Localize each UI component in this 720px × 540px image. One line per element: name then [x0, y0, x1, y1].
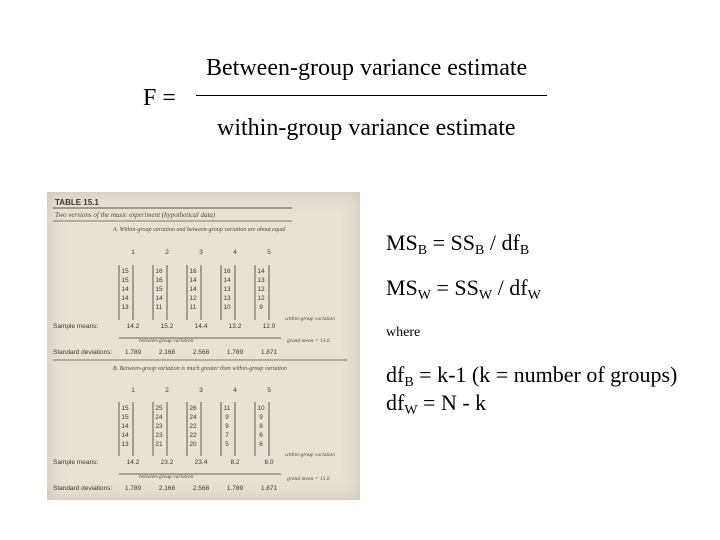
cell-a-2-4: 12: [257, 286, 265, 293]
cell-b-4-0: 13: [121, 441, 129, 448]
within-label-a: within-group variation: [285, 316, 336, 322]
msw-sub: W: [417, 288, 432, 303]
cell-b-0-3: 11: [223, 405, 231, 412]
cell-a-0-4: 14: [257, 268, 265, 275]
mean-b-2: 23.2: [160, 459, 174, 466]
dfb-sub: B: [404, 375, 414, 390]
sd-a-5: 1.871: [260, 349, 278, 356]
table-caption: TABLE 15.1: [55, 198, 99, 207]
cell-b-3-1: 23: [155, 432, 163, 439]
cell-b-3-4: 6: [259, 432, 263, 439]
cell-a-1-4: 13: [257, 277, 265, 284]
msb-df-sub: B: [519, 243, 530, 258]
grand-mean-a: grand mean = 13.6: [287, 338, 330, 344]
msw-equation: [386, 275, 541, 304]
dfw-rest: = N - k: [417, 390, 487, 415]
dfb-equation: [386, 362, 677, 391]
column-headers-a: [131, 249, 271, 256]
msb-sub: B: [417, 243, 428, 258]
cell-a-2-2: 14: [189, 286, 197, 293]
col-header-b-3: 3: [199, 387, 203, 394]
cell-b-4-4: 6: [259, 441, 263, 448]
cell-b-2-2: 22: [189, 423, 197, 430]
where-label: where: [386, 325, 421, 340]
mean-b-1: 14.2: [126, 459, 140, 466]
sd-b-3: 2.568: [192, 485, 210, 492]
msw-eq: = SS: [431, 275, 479, 300]
mean-a-3: 14.4: [194, 323, 208, 330]
values-a: [121, 268, 265, 311]
msb-equation: [386, 230, 529, 259]
sample-means-label-b: Sample means:: [53, 459, 99, 466]
cell-a-1-0: 15: [121, 277, 129, 284]
col-header-a-3: 3: [199, 249, 203, 256]
col-header-b-5: 5: [267, 387, 271, 394]
between-label-a: between-group variation: [139, 338, 194, 344]
msb-div: / df: [484, 230, 520, 255]
sd-b-2: 2.168: [158, 485, 176, 492]
cell-a-4-4: 9: [259, 304, 263, 311]
mean-b-3: 23.4: [194, 459, 208, 466]
sample-means-a: [127, 323, 276, 330]
cell-a-3-2: 12: [189, 295, 197, 302]
mean-a-4: 13.2: [228, 323, 242, 330]
mean-b-5: 8.0: [264, 459, 274, 466]
cell-b-2-1: 23: [155, 423, 163, 430]
within-label-b: within-group variation: [285, 452, 336, 458]
table-scan-image: [47, 192, 360, 500]
sample-means-b: [127, 459, 274, 466]
cell-a-0-3: 16: [223, 268, 231, 275]
section-b-title: B. Between-group variation is much greater than within-group variation: [113, 366, 287, 372]
sd-a-3: 2.568: [192, 349, 210, 356]
dfw-equation: [386, 390, 486, 419]
msw-ss-sub: W: [478, 288, 493, 303]
msb-eq: = SS: [427, 230, 476, 255]
std-devs-a: [125, 349, 278, 356]
cell-a-1-2: 14: [189, 277, 197, 284]
cell-b-1-2: 24: [189, 414, 197, 421]
cell-a-3-0: 14: [121, 295, 129, 302]
cell-b-0-2: 26: [189, 405, 197, 412]
cell-b-4-3: 5: [225, 441, 229, 448]
values-b: [121, 405, 265, 448]
mean-a-1: 14.2: [126, 323, 140, 330]
mean-a-2: 15.2: [160, 323, 174, 330]
grand-mean-b: grand mean = 15.6: [287, 476, 330, 482]
msw-df-sub: W: [527, 288, 541, 303]
cell-b-4-2: 20: [189, 441, 197, 448]
fraction-bar: [196, 95, 547, 96]
col-header-a-4: 4: [233, 249, 237, 256]
dfb-rest: = k-1 (k = number of groups): [413, 362, 678, 387]
std-dev-label-b: Standard deviations:: [53, 485, 113, 492]
cell-b-0-4: 10: [257, 405, 265, 412]
cell-b-0-0: 15: [121, 405, 129, 412]
mean-b-4: 8.2: [230, 459, 240, 466]
col-header-a-5: 5: [267, 249, 271, 256]
cell-a-2-0: 14: [121, 286, 129, 293]
cell-b-0-1: 25: [155, 405, 163, 412]
sd-a-4: 1.789: [226, 349, 244, 356]
section-a-title: A. Within-group variation and between-group variation are about equal: [113, 227, 286, 233]
cell-a-1-3: 14: [223, 277, 231, 284]
cell-a-4-2: 11: [189, 304, 197, 311]
cell-a-0-2: 16: [189, 268, 197, 275]
cell-a-2-1: 15: [155, 286, 163, 293]
table-subtitle: Two versions of the music experiment (hypothetical data): [55, 211, 216, 219]
cell-b-4-1: 21: [155, 441, 163, 448]
col-header-a-1: 1: [131, 249, 135, 256]
f-label: F =: [143, 85, 176, 111]
col-header-b-1: 1: [131, 387, 135, 394]
cell-a-4-3: 10: [223, 304, 231, 311]
cell-b-1-1: 24: [155, 414, 163, 421]
cell-b-3-0: 14: [121, 432, 129, 439]
mean-a-5: 12.0: [262, 323, 276, 330]
column-headers-b: [131, 387, 271, 394]
cell-a-0-1: 16: [155, 268, 163, 275]
fraction-numerator: Between-group variance estimate: [206, 55, 528, 81]
sd-b-1: 1.789: [124, 485, 142, 492]
dfw-df: df: [386, 390, 405, 415]
cell-a-4-0: 13: [121, 304, 129, 311]
cell-a-3-4: 12: [257, 295, 265, 302]
cell-a-3-3: 13: [223, 295, 231, 302]
sd-a-2: 2.168: [158, 349, 176, 356]
table-scan-drawing: [47, 192, 360, 500]
dfb-df: df: [386, 362, 405, 387]
sd-b-4: 1.789: [226, 485, 244, 492]
col-header-b-2: 2: [165, 387, 169, 394]
msw-ms: MS: [386, 275, 418, 300]
std-dev-label-a: Standard deviations:: [53, 349, 113, 356]
msw-div: / df: [492, 275, 528, 300]
msb-ss-sub: B: [475, 243, 485, 258]
col-header-b-4: 4: [233, 387, 237, 394]
cell-a-4-1: 11: [155, 304, 163, 311]
between-label-b: between-group variation: [139, 474, 194, 480]
cell-b-2-3: 9: [225, 423, 229, 430]
cell-a-3-1: 14: [155, 295, 163, 302]
cell-a-0-0: 15: [121, 268, 129, 275]
sd-b-5: 1.871: [260, 485, 278, 492]
fraction-denominator: within-group variance estimate: [217, 115, 516, 141]
msb-ms: MS: [386, 230, 418, 255]
cell-a-2-3: 13: [223, 286, 231, 293]
std-devs-b: [125, 485, 278, 492]
col-header-a-2: 2: [165, 249, 169, 256]
cell-b-1-3: 9: [225, 414, 229, 421]
cell-b-1-0: 15: [121, 414, 129, 421]
cell-b-3-2: 22: [189, 432, 197, 439]
sample-means-label-a: Sample means:: [53, 323, 99, 330]
cell-b-2-0: 14: [121, 423, 129, 430]
sd-a-1: 1.789: [124, 349, 142, 356]
cell-b-2-4: 8: [259, 423, 263, 430]
cell-b-1-4: 9: [259, 414, 263, 421]
dfw-sub: W: [404, 403, 418, 418]
cell-b-3-3: 7: [225, 432, 229, 439]
cell-a-1-1: 16: [155, 277, 163, 284]
